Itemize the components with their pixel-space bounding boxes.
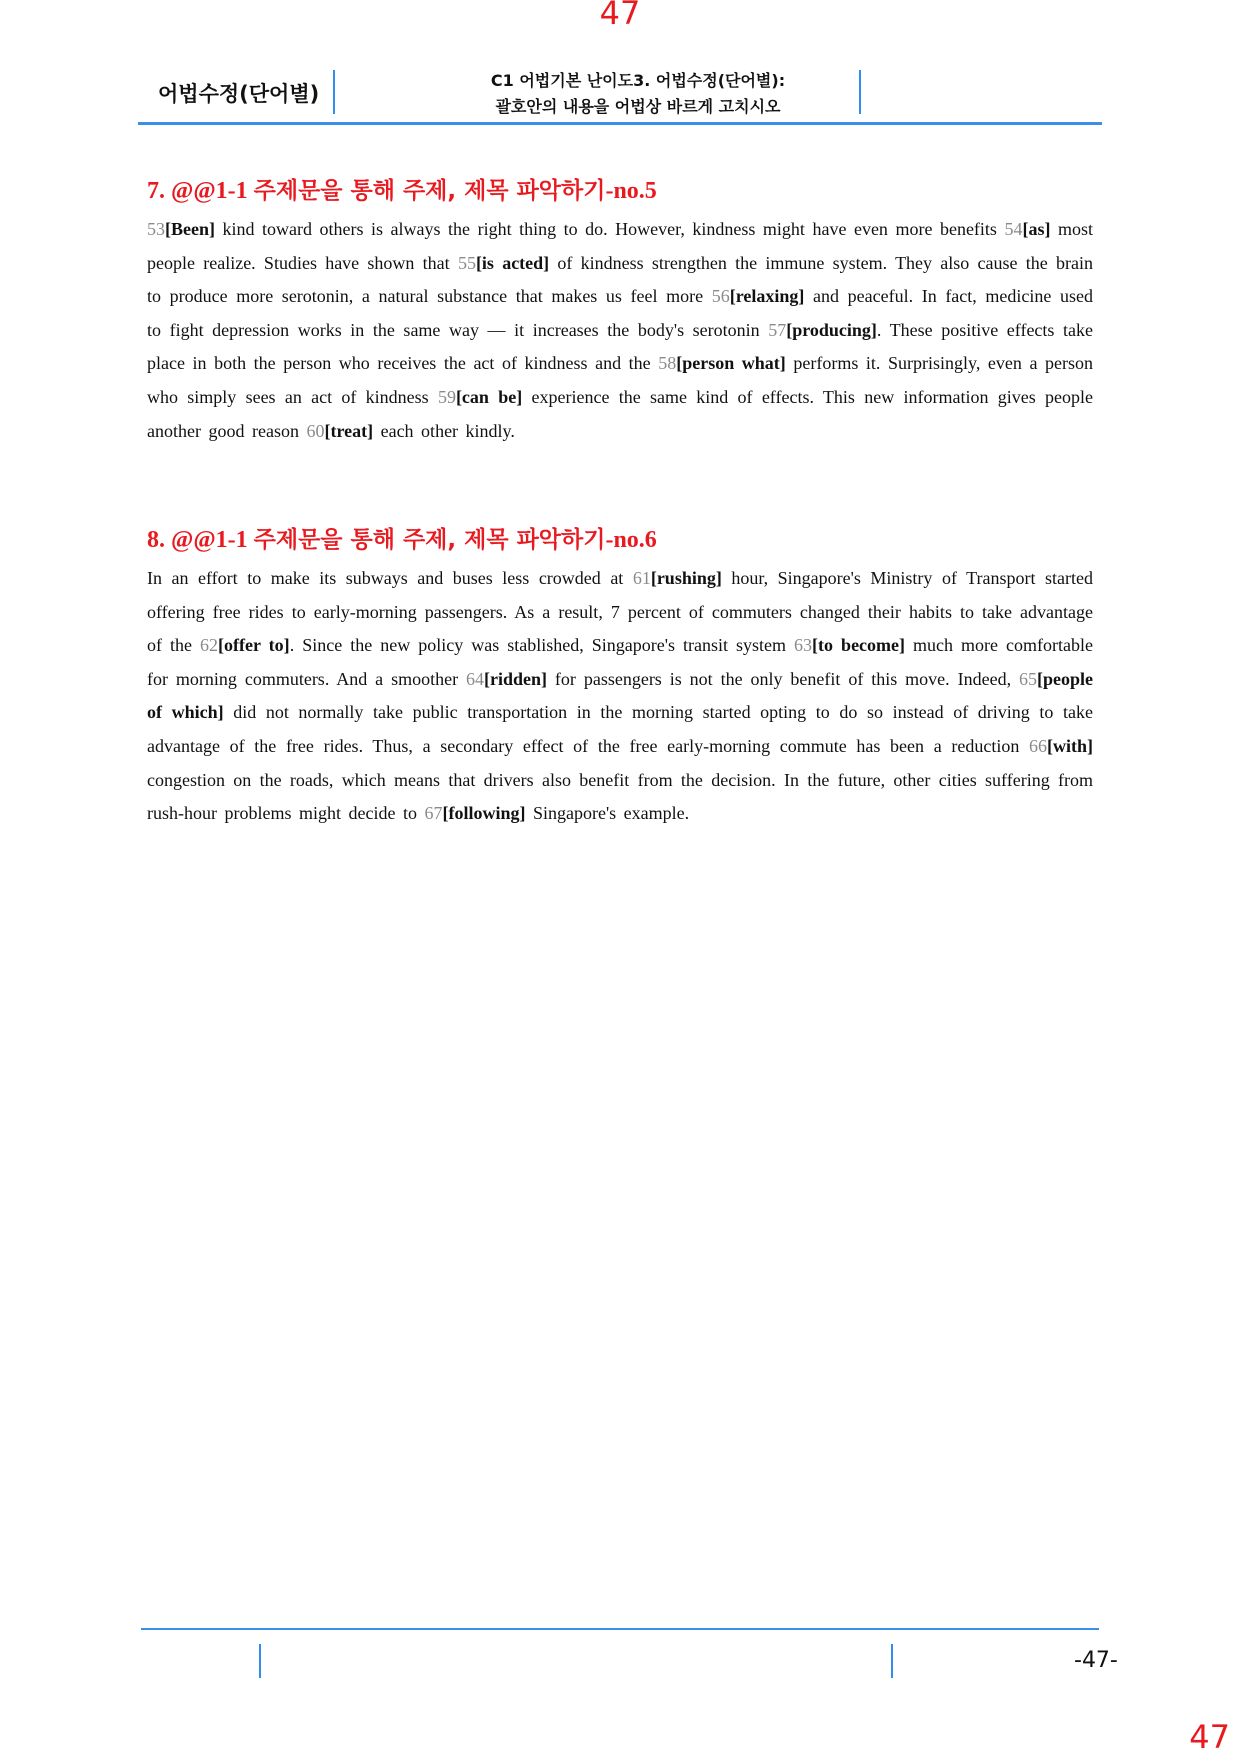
bracketed-answer: [people of which] [147, 668, 1093, 723]
passage-text: . These positive effects take place in both the person who receives the act of kindness and the [147, 319, 1093, 374]
bracketed-answer: [as] [1022, 219, 1051, 239]
passage-text: did not normally take public transportation in the morning started opting to do so instead of driving to take advantage of the free rides. Thus, a secondary effect of the free early-morning commute has been a reduction [147, 702, 1093, 756]
passage-text: hour, Singapore's Ministry of Transport started offering free rides to early-morning passengers. As a result, 7 percent of commuters changed their habits to take advantage of the [147, 568, 1093, 656]
bracketed-answer: [to become] [812, 635, 906, 656]
footer-divider-left [259, 1644, 261, 1678]
footer-divider-right [891, 1644, 893, 1678]
passage-text: much more comfortable for morning commuters. And a smoother [147, 635, 1094, 689]
bracketed-answer: [relaxing] [729, 286, 805, 307]
bracketed-answer: [following] [442, 803, 526, 824]
blank-number: 60 [306, 420, 325, 441]
bracketed-answer: [Been] [165, 219, 215, 239]
header-divider-right [859, 70, 861, 114]
section-title-prefix: 8. @@1-1 [147, 527, 254, 553]
bracketed-answer: [is acted] [475, 252, 550, 273]
header-category: 어법수정(단어별) [158, 82, 320, 106]
section-title-prefix: 7. @@1-1 [147, 178, 254, 204]
bracketed-answer: [rushing] [650, 568, 722, 588]
header-rule [138, 122, 1102, 125]
blank-number: 62 [200, 635, 219, 656]
blank-number: 67 [424, 803, 443, 824]
passage-text: and peaceful. In fact, medicine used to fight depression works in the same way — it increases the body's serotonin [147, 286, 1093, 340]
section-title-korean: 주제문을 통해 주제, 제목 파악하기 [253, 178, 606, 204]
passage-text: Singapore's example. [525, 803, 690, 824]
bracketed-answer: [producing] [786, 319, 877, 340]
bracketed-answer: [offer to] [218, 635, 290, 656]
section-title-suffix: -no.6 [605, 527, 657, 553]
section-title-korean: 주제문을 통해 주제, 제목 파악하기 [253, 527, 606, 553]
passage-text: each other kindly. [373, 420, 515, 441]
passage-text: for passengers is not the only benefit of this move. Indeed, [547, 668, 1019, 689]
blank-number: 66 [1029, 735, 1047, 756]
bracketed-answer: [treat] [324, 420, 374, 441]
bracketed-answer: [ridden] [484, 668, 547, 689]
passage-text: performs it. Surprisingly, even a person who simply sees an act of kindness [147, 353, 1093, 407]
footer-rule [141, 1628, 1099, 1630]
header-instruction [338, 68, 938, 120]
section-title [147, 521, 1093, 554]
blank-number: 54 [1004, 219, 1023, 239]
passage-text: . Since the new policy was stablished, Singapore's transit system [289, 635, 795, 656]
passage-text: congestion on the roads, which means that drivers also benefit from the decision. In the future, other cities suffering from rush-hour problems might decide to [147, 769, 1093, 824]
blank-number: 53 [147, 219, 165, 239]
blank-number: 57 [768, 319, 787, 340]
passage-text: kind toward others is always the right thing to do. However, kindness might have even more benefits [214, 219, 1005, 239]
bracketed-answer: [person what] [676, 353, 786, 374]
passage-text: of kindness strengthen the immune system. They also cause the brain to produce more serotonin, a natural substance that makes us feel more [147, 252, 1093, 307]
page-header [138, 68, 1102, 124]
blank-number: 63 [794, 635, 813, 656]
blank-number: 59 [437, 386, 456, 407]
passage-text: In an effort to make its subways and buses less crowded at [147, 568, 633, 588]
page-number-corner: 47 [1189, 1718, 1230, 1756]
bracketed-answer: [can be] [455, 386, 523, 407]
blank-number: 64 [466, 668, 484, 689]
page-number-top: 47 [599, 0, 641, 32]
section-8 [147, 521, 1093, 831]
section-passage [147, 213, 1093, 448]
blank-number: 65 [1019, 668, 1037, 689]
bracketed-answer: [with] [1047, 735, 1093, 756]
blank-number: 55 [457, 252, 476, 273]
passage-text: most people realize. Studies have shown that [147, 219, 1093, 273]
section-passage [147, 562, 1093, 831]
header-instruction-line1: C1 어법기본 난이도3. 어법수정(단어별): [490, 71, 786, 90]
blank-number: 58 [658, 353, 677, 374]
passage-text: experience the same kind of effects. This new information gives people another good reason [147, 386, 1093, 441]
blank-number: 56 [711, 286, 730, 307]
header-divider-left [333, 70, 335, 114]
section-7 [147, 172, 1093, 448]
header-instruction-line2: 괄호안의 내용을 어법상 바르게 고치시오 [495, 97, 781, 116]
footer-page-number: -47- [1074, 1648, 1118, 1673]
blank-number: 61 [632, 568, 651, 588]
section-title-suffix: -no.5 [605, 178, 657, 204]
section-title [147, 172, 1093, 205]
